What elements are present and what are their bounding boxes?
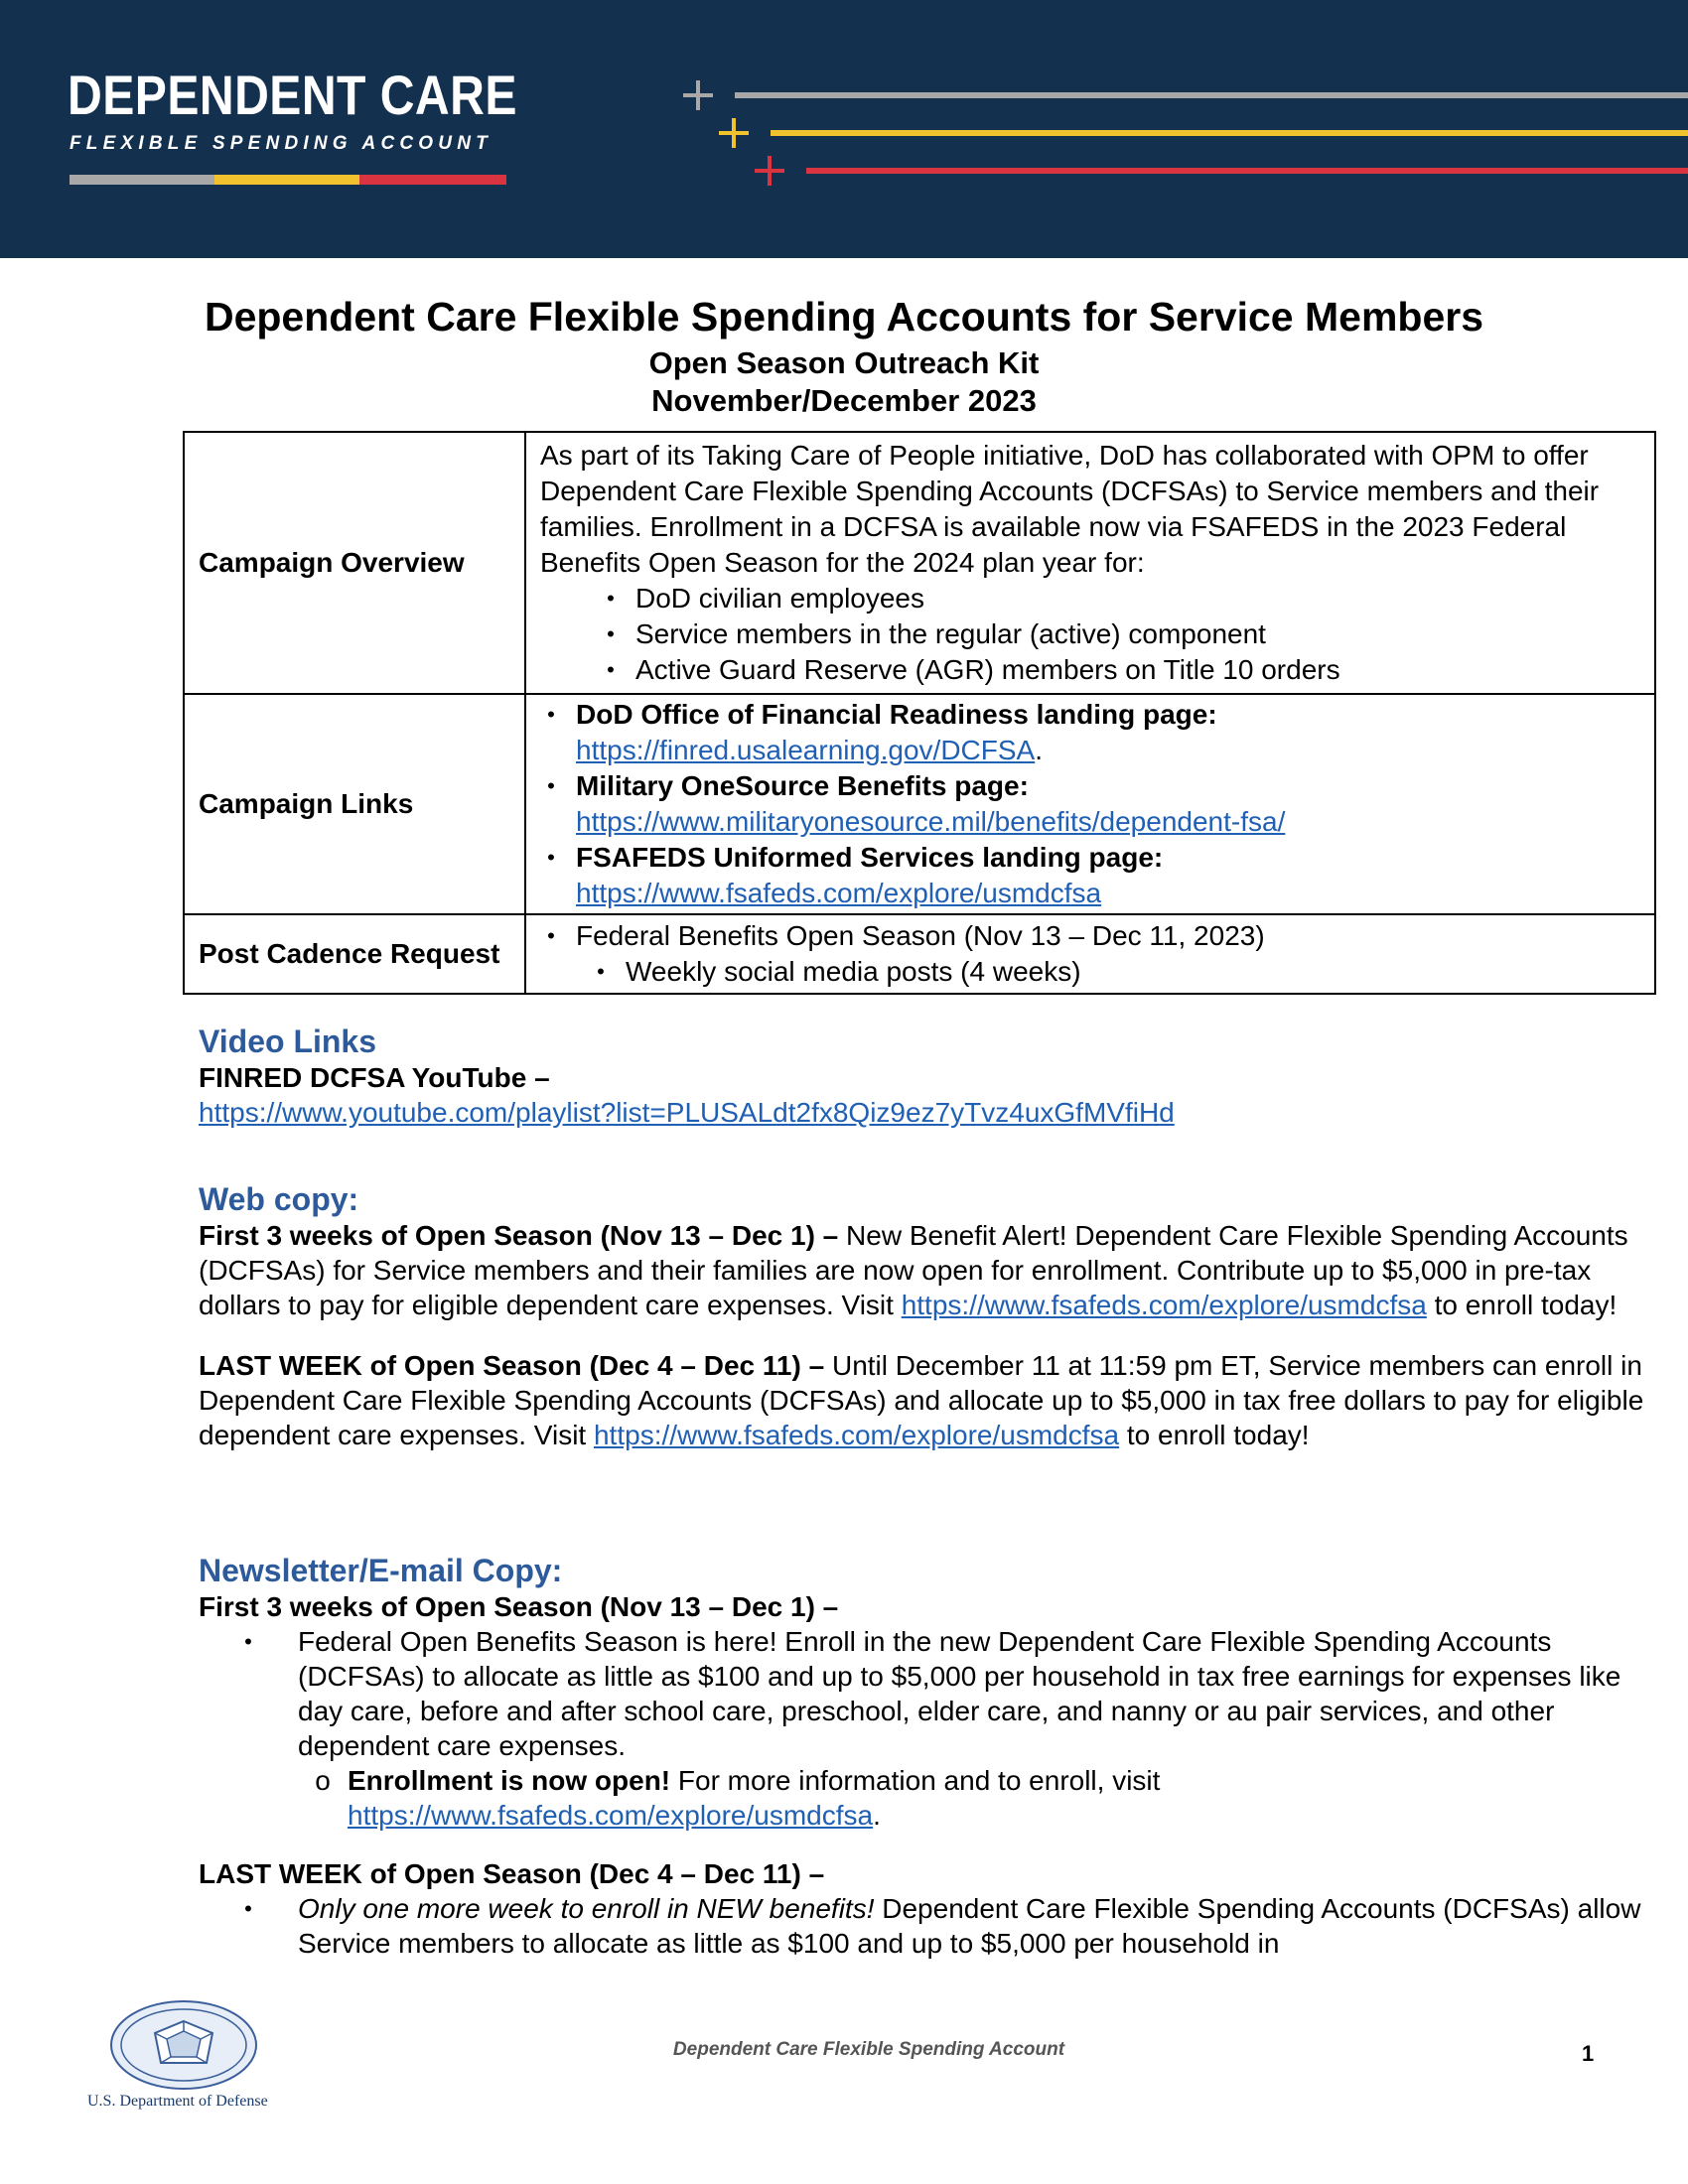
- cadence-subitem: • Weekly social media posts (4 weeks): [526, 954, 1644, 990]
- web-copy-p1-text: New Benefit Alert! Dependent Care Flexible Spending Accounts (DCFSAs) for Service members and their families are now open for enrollment. Contribute up to $5,000 in pre-tax dollars to pay for eligible dependent care expenses. Visit: [199, 1220, 1628, 1320]
- link-item: • Military OneSource Benefits page: https://www.militaryonesource.mil/benefits/dependent-fsa/: [547, 770, 1286, 837]
- table-row-overview: [184, 432, 1655, 694]
- link-item: • FSAFEDS Uniformed Services landing page: https://www.fsafeds.com/explore/usmdcfsa: [547, 842, 1164, 908]
- cadence-item: • Federal Benefits Open Season (Nov 13 – Dec 11, 2023): [526, 918, 1644, 954]
- web-copy-p2-end: to enroll today!: [1119, 1420, 1310, 1450]
- fsafeds-link[interactable]: https://www.fsafeds.com/explore/usmdcfsa: [901, 1290, 1427, 1320]
- video-section: [199, 1023, 1648, 1130]
- overview-label: Campaign Overview: [184, 432, 525, 694]
- newsletter-bullet: • Federal Open Benefits Season is here! Enroll in the new Dependent Care Flexible Spending Accounts (DCFSAs) to allocate as little as $100 and up to $5,000 per household in tax free earnings for expenses like day care, before and after school care, preschool, elder care, and nanny or au pair services, and other dependent care expenses.: [199, 1624, 1648, 1763]
- link-item-label: Military OneSource Benefits page:: [576, 770, 1029, 801]
- newsletter-subbullet-end: .: [873, 1800, 881, 1831]
- video-label: FINRED DCFSA YouTube –: [199, 1062, 550, 1093]
- fsafeds-link[interactable]: https://www.fsafeds.com/explore/usmdcfsa: [348, 1800, 874, 1831]
- overview-bullet: • Service members in the regular (active) component: [540, 616, 1644, 652]
- overview-bullet-text: Active Guard Reserve (AGR) members on Title 10 orders: [635, 654, 1340, 685]
- cadence-item-text: Federal Benefits Open Season (Nov 13 – Dec 11, 2023): [576, 920, 1265, 951]
- link-suffix: .: [1035, 735, 1044, 765]
- brand-title: DEPENDENT CARE: [68, 64, 517, 126]
- cadence-label: Post Cadence Request: [184, 914, 525, 994]
- newsletter-first-heading: First 3 weeks of Open Season (Nov 13 – Dec 1) –: [199, 1591, 839, 1622]
- web-copy-paragraph-2: [199, 1348, 1648, 1452]
- web-copy-p1-heading: First 3 weeks of Open Season (Nov 13 – Dec 1) –: [199, 1220, 839, 1251]
- links-label: Campaign Links: [184, 694, 525, 914]
- video-heading: Video Links: [199, 1024, 377, 1059]
- newsletter-heading: Newsletter/E-mail Copy:: [199, 1553, 563, 1588]
- decorative-stripes: [0, 0, 1688, 258]
- web-copy-heading: Web copy:: [199, 1181, 359, 1217]
- document-subtitle-date: November/December 2023: [651, 383, 1037, 418]
- cadence-cell: [525, 914, 1655, 994]
- enrollment-open-text: Enrollment is now open!: [348, 1765, 671, 1796]
- newsletter-bullet-text: Dependent Care Flexible Spending Accounts (DCFSAs) allow Service members to allocate as little as $100 and up to $5,000 per household in: [298, 1893, 1641, 1959]
- footer-title: Dependent Care Flexible Spending Account: [672, 2039, 1065, 2060]
- military-onesource-link[interactable]: https://www.militaryonesource.mil/benefits/dependent-fsa/: [576, 806, 1286, 837]
- document-subtitle-kit: Open Season Outreach Kit: [648, 345, 1040, 380]
- brand-subtitle: FLEXIBLE SPENDING ACCOUNT: [70, 133, 492, 154]
- page-number: 1: [1582, 2041, 1595, 2066]
- overview-text: As part of its Taking Care of People initiative, DoD has collaborated with OPM to offer Dependent Care Flexible Spending Accounts (DCFSAs) to Service members and their families. Enrollment in a DCFSA is available now via FSAFEDS in the 2023 Federal Benefits Open Season for the 2024 plan year for:: [540, 440, 1600, 578]
- link-item: • DoD Office of Financial Readiness landing page: https://finred.usalearning.gov/DCFSA.: [547, 699, 1217, 765]
- newsletter-last-heading: LAST WEEK of Open Season (Dec 4 – Dec 11) –: [199, 1858, 825, 1889]
- link-item-label: FSAFEDS Uniformed Services landing page:: [576, 842, 1164, 873]
- header-banner: [0, 0, 1688, 258]
- web-copy-section: [199, 1180, 1648, 1452]
- table-row-links: [184, 694, 1655, 914]
- youtube-link[interactable]: https://www.youtube.com/playlist?list=PLUSALdt2fx8Qiz9ez7yTvz4uxGfMVfiHd: [199, 1097, 1175, 1128]
- newsletter-subbullet-text: For more information and to enroll, visit: [670, 1765, 1161, 1796]
- overview-cell: [525, 432, 1655, 694]
- web-copy-paragraph-1: [199, 1218, 1648, 1322]
- links-cell: [525, 694, 1655, 914]
- overview-bullet: • Active Guard Reserve (AGR) members on Title 10 orders: [540, 652, 1644, 688]
- cadence-subitem-text: Weekly social media posts (4 weeks): [626, 956, 1081, 987]
- link-item-label: DoD Office of Financial Readiness landing page:: [576, 699, 1217, 730]
- web-copy-p2-text: Until December 11 at 11:59 pm ET, Service members can enroll in Dependent Care Flexible Spending Accounts (DCFSAs) and allocate up to $5,000 in tax free dollars to pay for eligible dependent care expenses. Visit: [199, 1350, 1644, 1450]
- web-copy-p2-heading: LAST WEEK of Open Season (Dec 4 – Dec 11) –: [199, 1350, 825, 1381]
- overview-bullet: • DoD civilian employees: [540, 581, 1644, 616]
- newsletter-subbullet: o Enrollment is now open! For more information and to enroll, visit https://www.fsafeds.com/explore/usmdcfsa.: [315, 1765, 1161, 1831]
- web-copy-p1-end: to enroll today!: [1426, 1290, 1618, 1320]
- newsletter-bullet: • Only one more week to enroll in NEW benefits! Dependent Care Flexible Spending Accounts (DCFSAs) allow Service members to allocate as little as $100 and up to $5,000 per household in: [244, 1893, 1641, 1959]
- campaign-table: [183, 431, 1656, 995]
- table-row-cadence: [184, 914, 1655, 994]
- fsafeds-link[interactable]: https://www.fsafeds.com/explore/usmdcfsa: [593, 1420, 1120, 1450]
- dod-seal-text: U.S. Department of Defense: [87, 2093, 268, 2110]
- overview-bullet-text: Service members in the regular (active) component: [635, 618, 1266, 649]
- fsafeds-link[interactable]: https://www.fsafeds.com/explore/usmdcfsa: [576, 878, 1102, 908]
- document-title: Dependent Care Flexible Spending Accounts for Service Members: [204, 294, 1484, 340]
- newsletter-italic-text: Only one more week to enroll in NEW benefits!: [298, 1893, 875, 1924]
- overview-bullet-text: DoD civilian employees: [635, 583, 925, 614]
- finred-link[interactable]: https://finred.usalearning.gov/DCFSA: [576, 735, 1036, 765]
- newsletter-bullet-text: Federal Open Benefits Season is here! Enroll in the new Dependent Care Flexible Spending Accounts (DCFSAs) to allocate as little as $100 and up to $5,000 per household in tax free earnings for expenses like day care, before and after school care, preschool, elder care, and nanny or au pair services, and other dependent care expenses.: [298, 1626, 1621, 1761]
- newsletter-section: [199, 1552, 1648, 1961]
